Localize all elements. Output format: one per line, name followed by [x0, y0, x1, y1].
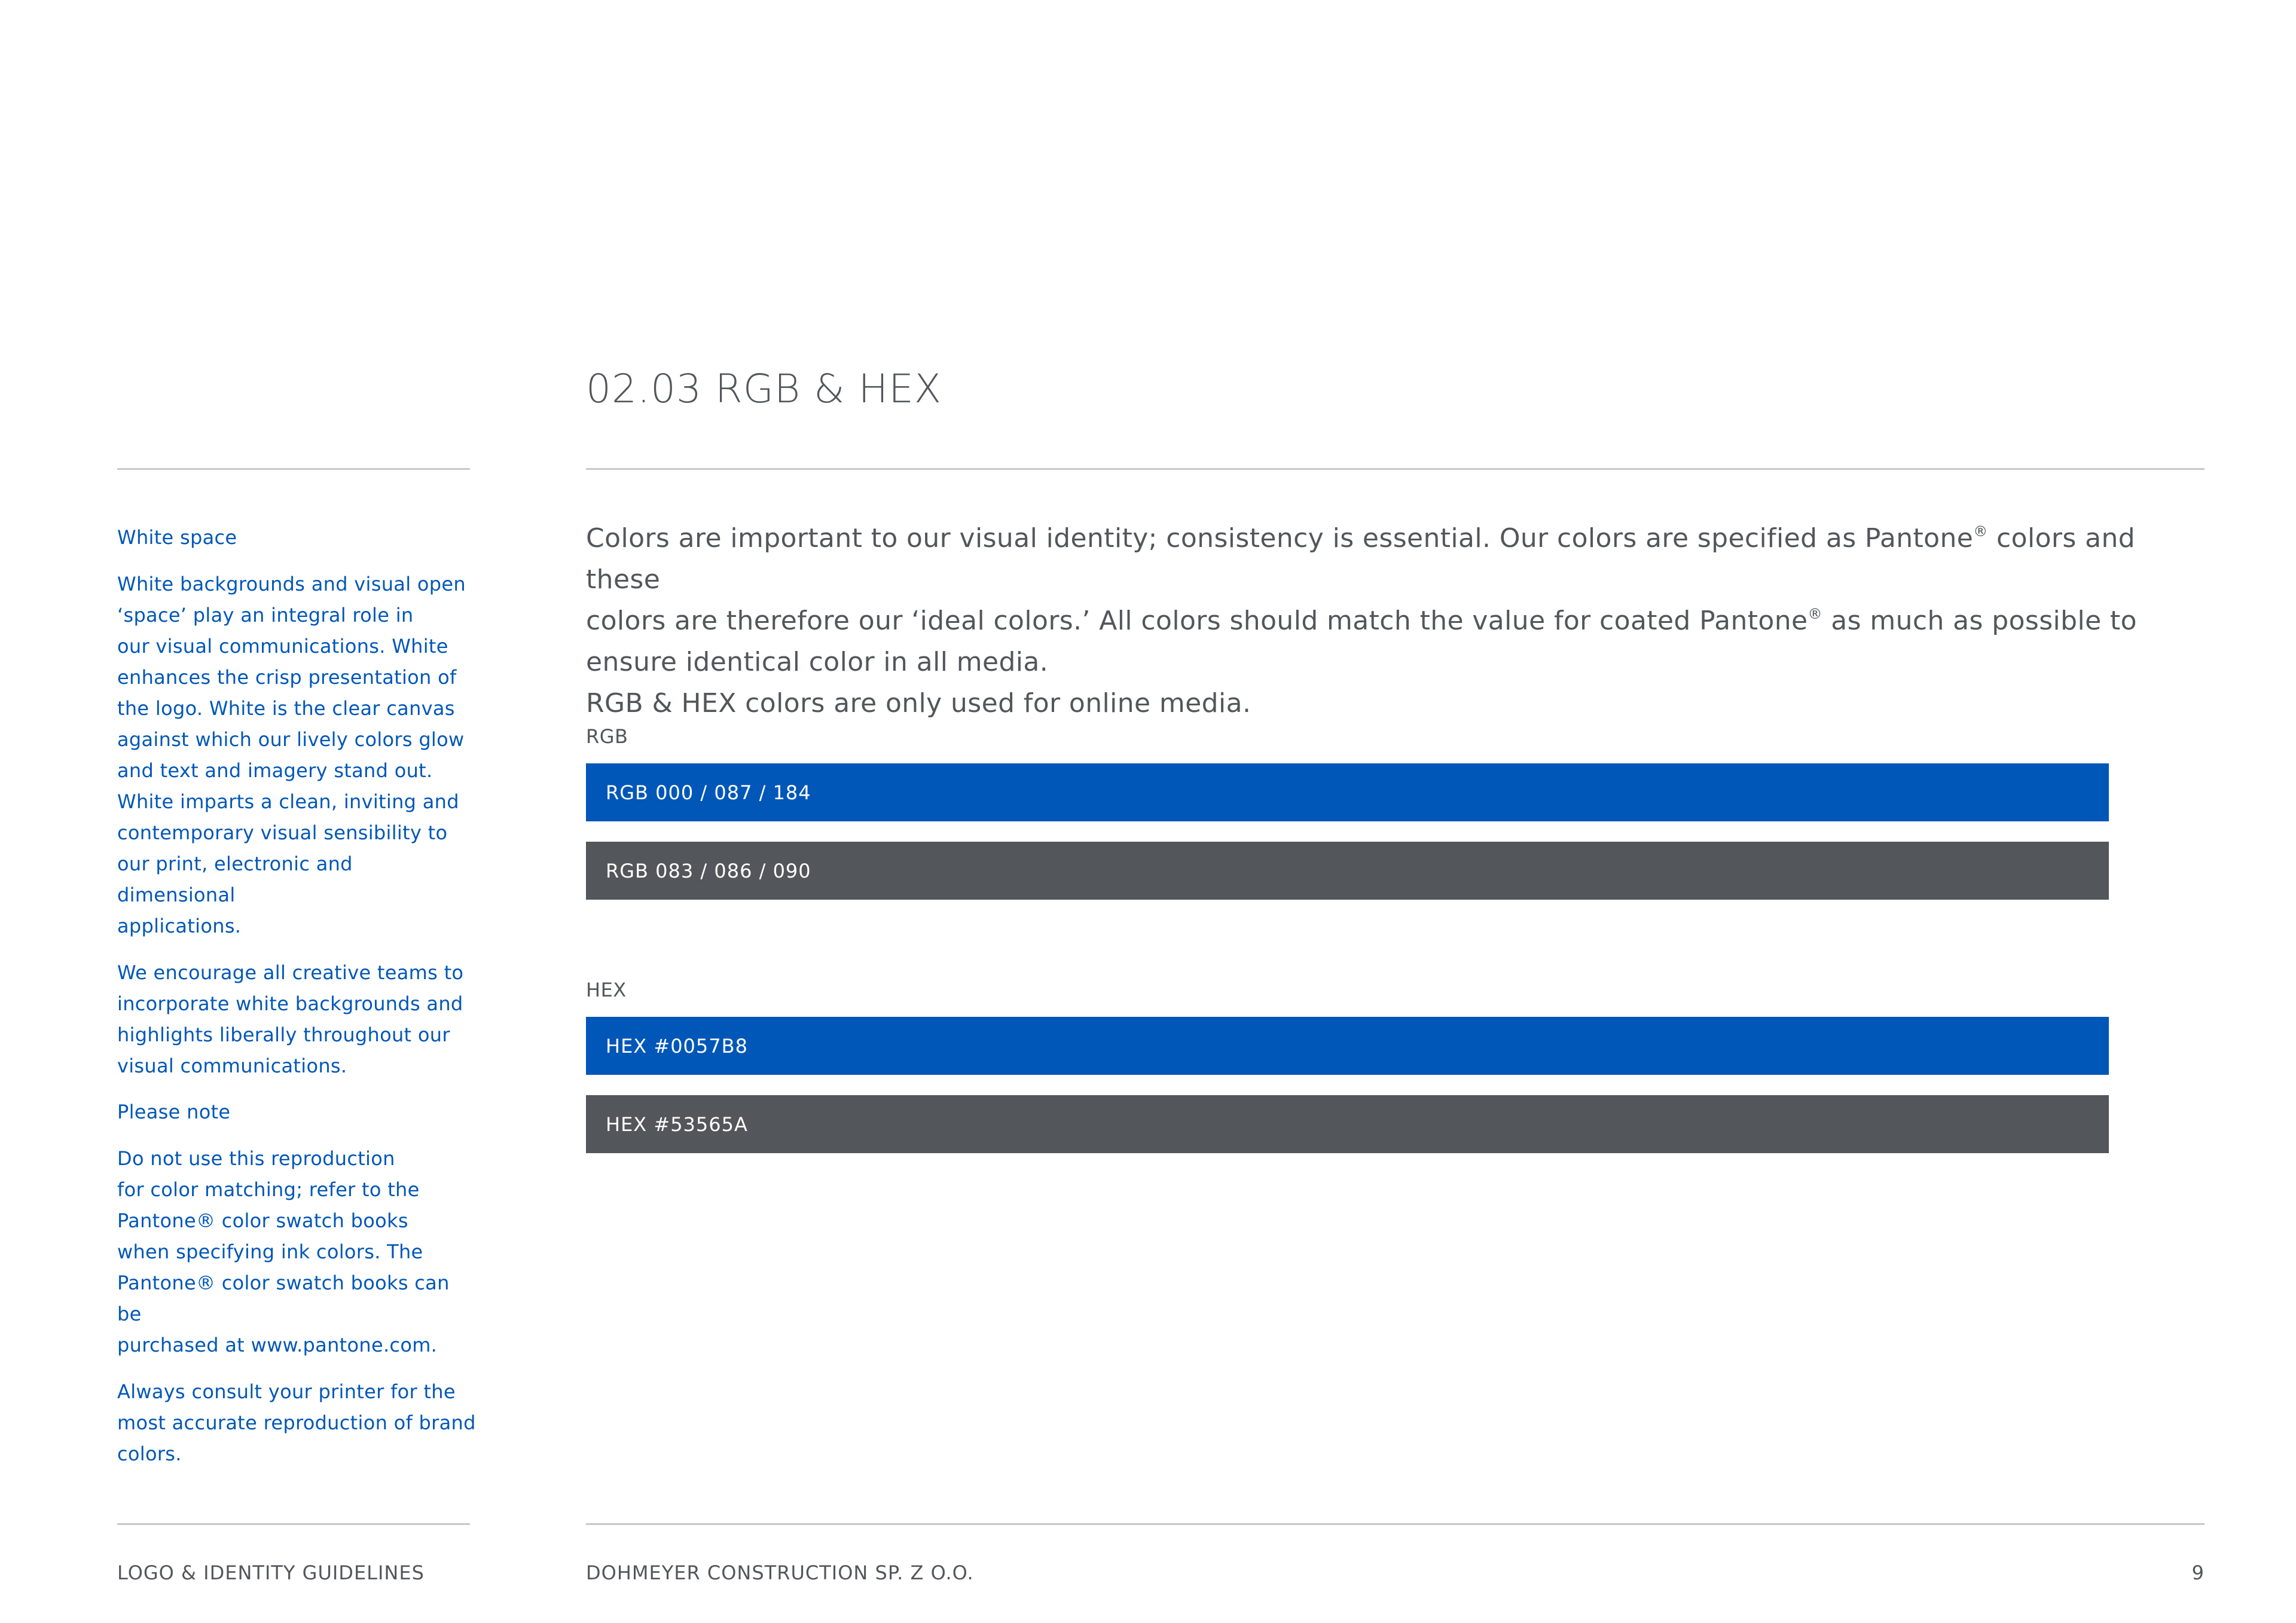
footer-document-title: LOGO & IDENTITY GUIDELINES	[117, 1561, 425, 1584]
sidebar-text-line: and text and imagery stand out.	[117, 759, 433, 782]
sidebar-text-line: our print, electronic and dimensional	[117, 852, 353, 906]
sidebar-text-line: Pantone® color swatch books	[117, 1209, 408, 1232]
intro-line-4: RGB & HEX colors are only used for online media.	[586, 688, 1251, 719]
sidebar-text-line: against which our lively colors glow	[117, 728, 465, 751]
main-top-divider	[586, 468, 2205, 470]
intro-line-3: ensure identical color in all media.	[586, 647, 1049, 677]
rgb-swatch-label: RGB 083 / 086 / 090	[606, 859, 811, 882]
sidebar-white-space-heading: White space	[117, 526, 237, 549]
sidebar-note-section	[117, 1096, 476, 1485]
hex-swatch-label: HEX #53565A	[606, 1112, 748, 1136]
page-title: 02.03 RGB & HEX	[586, 366, 942, 412]
sidebar-text-line: colors.	[117, 1442, 182, 1465]
sidebar-note-paragraph-1	[117, 1143, 476, 1361]
sidebar-text-line: We encourage all creative teams to	[117, 961, 464, 984]
sidebar-text-line: the logo. White is the clear canvas	[117, 697, 455, 720]
sidebar-text-line: our visual communications. White	[117, 635, 448, 658]
sidebar-text-line: ‘space’ play an integral role in	[117, 604, 414, 626]
sidebar-text-line: White backgrounds and visual open	[117, 573, 466, 595]
hex-label: HEX	[586, 979, 627, 1001]
sidebar-bottom-divider	[117, 1523, 470, 1525]
sidebar-white-space-paragraph-2	[117, 957, 476, 1081]
hex-swatch-gray	[586, 1095, 2109, 1153]
sidebar-text-line: Do not use this reproduction	[117, 1147, 395, 1170]
intro-text-segment: Colors are important to our visual identity; consistency is essential. Our colors are specified as Pantone	[586, 523, 1974, 554]
sidebar-text-line: highlights liberally throughout our	[117, 1023, 450, 1046]
sidebar-white-space-section	[117, 522, 476, 1097]
intro-line-1	[586, 518, 2141, 600]
main-bottom-divider	[586, 1523, 2205, 1525]
hex-swatch-label: HEX #0057B8	[606, 1034, 748, 1057]
intro-text-segment: colors and these	[586, 523, 2136, 595]
registered-mark: ®	[1808, 606, 1822, 622]
rgb-swatch-gray	[586, 842, 2109, 900]
sidebar-text-line: contemporary visual sensibility to	[117, 821, 448, 844]
intro-text	[586, 518, 2141, 724]
sidebar-text-line: most accurate reproduction of brand	[117, 1411, 476, 1434]
registered-mark: ®	[1973, 523, 1988, 540]
hex-swatch-blue	[586, 1017, 2109, 1075]
sidebar-note-heading: Please note	[117, 1101, 231, 1123]
sidebar-white-space-paragraph-1	[117, 568, 476, 942]
rgb-label: RGB	[586, 725, 628, 748]
sidebar-text-line: Pantone® color swatch books can be	[117, 1271, 450, 1325]
sidebar-text-line: enhances the crisp presentation of	[117, 666, 457, 689]
sidebar-text-line: applications.	[117, 915, 242, 937]
sidebar-text-line: incorporate white backgrounds and	[117, 992, 463, 1015]
page-number: 9	[2191, 1561, 2205, 1584]
sidebar-note-paragraph-2	[117, 1376, 476, 1469]
sidebar-text-line: White imparts a clean, inviting and	[117, 790, 459, 813]
rgb-swatch-label: RGB 000 / 087 / 184	[606, 781, 811, 804]
intro-text-segment: as much as possible to	[1822, 606, 2137, 636]
sidebar-text-line: Always consult your printer for the	[117, 1380, 456, 1403]
sidebar-text-line: for color matching; refer to the	[117, 1178, 420, 1201]
intro-text-segment: colors are therefore our ‘ideal colors.’ All colors should match the value for coated Pantone	[586, 606, 1808, 636]
sidebar-text-line: when specifying ink colors. The	[117, 1240, 423, 1263]
sidebar-text-line: visual communications.	[117, 1055, 347, 1077]
intro-line-2	[586, 600, 2141, 641]
footer-company-name: DOHMEYER CONSTRUCTION SP. Z O.O.	[586, 1561, 974, 1584]
sidebar-top-divider	[117, 468, 470, 470]
sidebar-text-line: purchased at www.pantone.com.	[117, 1334, 438, 1356]
rgb-swatch-blue	[586, 763, 2109, 821]
